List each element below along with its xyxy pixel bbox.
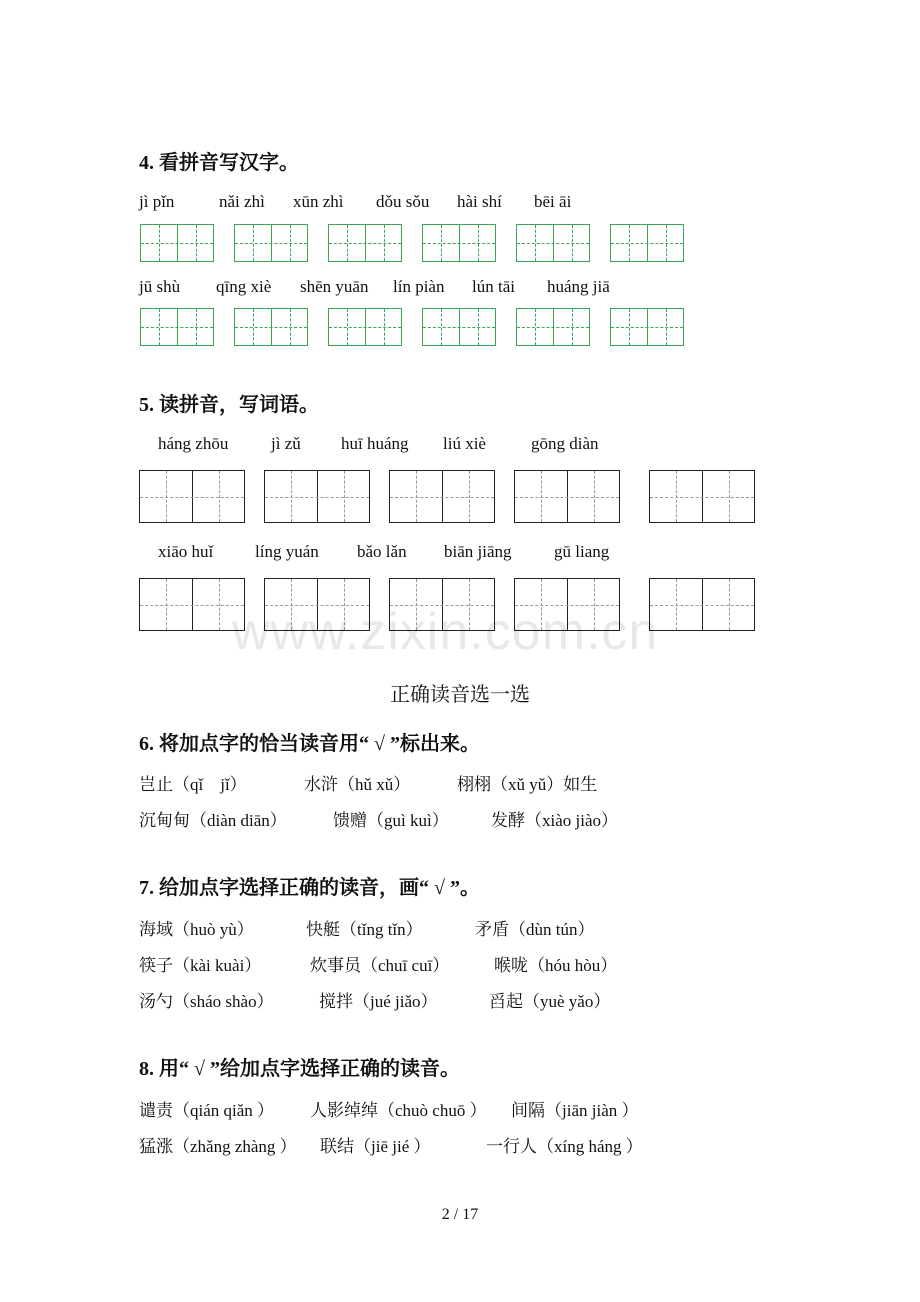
q7-item: 海域（huò yù） (139, 920, 254, 939)
q8-item: 猛涨（zhǎng zhàng ） (139, 1137, 297, 1156)
q7-item: 筷子（kài kuài） (139, 956, 262, 975)
q7-item: 舀起（yuè yǎo） (489, 992, 611, 1011)
q5-title: 5. 读拼音，写词语。 (139, 394, 319, 416)
q5-pinyin-2-3: bǎo lǎn (357, 542, 407, 561)
q8-item: 一行人（xíng háng ） (486, 1137, 643, 1156)
page-number: 2 / 17 (441, 1206, 479, 1223)
q4-pinyin-2-2: qīng xiè (216, 277, 272, 296)
q8-item: 人影绰绰（chuò chuō ） (310, 1101, 487, 1120)
q4-pinyin-1-4: dǒu sǒu (376, 192, 430, 211)
q8-item: 间隔（jiān jiàn ） (511, 1101, 639, 1120)
q5-pinyin-1-1: háng zhōu (158, 434, 229, 453)
q5-pinyin-2-2: líng yuán (255, 542, 319, 561)
q5-pinyin-2-4: biān jiāng (444, 542, 512, 561)
q4-writing-box[interactable] (140, 224, 214, 262)
q4-pinyin-2-6: huáng jiā (547, 277, 610, 296)
q7-item: 炊事员（chuī cuī） (310, 956, 450, 975)
watermark: www.zixin.com.cn (232, 603, 659, 661)
q5-pinyin-1-3: huī huáng (341, 434, 409, 453)
q4-pinyin-2-1: jū shù (139, 277, 181, 296)
q7-title: 7. 给加点字选择正确的读音，画“ √ ”。 (139, 877, 480, 899)
q4-writing-box[interactable] (234, 224, 308, 262)
q4-pinyin-1-5: hài shí (457, 192, 502, 211)
q8-title: 8. 用“ √ ”给加点字选择正确的读音。 (139, 1058, 460, 1080)
q5-writing-box[interactable] (264, 470, 370, 523)
q4-writing-box[interactable] (328, 308, 402, 346)
q4-writing-box[interactable] (422, 308, 496, 346)
q5-pinyin-1-2: jì zǔ (271, 434, 301, 453)
q5-writing-box[interactable] (649, 470, 755, 523)
q5-writing-box[interactable] (389, 470, 495, 523)
q6-item: 栩栩（xǔ yǔ）如生 (457, 775, 598, 794)
q4-pinyin-1-3: xūn zhì (293, 192, 344, 211)
q7-item: 喉咙（hóu hòu） (494, 956, 618, 975)
q5-writing-box[interactable] (514, 470, 620, 523)
q4-writing-box[interactable] (422, 224, 496, 262)
q6-item: 馈赠（guì kuì） (333, 811, 449, 830)
q4-pinyin-2-3: shēn yuān (300, 277, 369, 296)
q4-writing-box[interactable] (610, 224, 684, 262)
q4-pinyin-1-1: jì pǐn (139, 192, 175, 211)
q6-item: 岂止（qǐ jǐ） (139, 775, 247, 794)
q8-item: 谴责（qián qiǎn ） (139, 1101, 275, 1120)
q5-writing-box[interactable] (649, 578, 755, 631)
q4-writing-box[interactable] (140, 308, 214, 346)
q5-writing-box[interactable] (139, 470, 245, 523)
q5-pinyin-1-4: liú xiè (443, 434, 486, 453)
q7-item: 快艇（tǐng tǐn） (306, 920, 423, 939)
q6-item: 沉甸甸（diàn diān） (139, 811, 287, 830)
q4-writing-box[interactable] (610, 308, 684, 346)
q5-writing-box[interactable] (139, 578, 245, 631)
q4-writing-box[interactable] (328, 224, 402, 262)
q5-pinyin-1-5: gōng diàn (531, 434, 599, 453)
q4-writing-box[interactable] (516, 224, 590, 262)
q7-item: 矛盾（dùn tún） (475, 920, 595, 939)
q8-item: 联结（jiē jié ） (320, 1137, 431, 1156)
q6-item: 水浒（hǔ xǔ） (304, 775, 411, 794)
q6-title: 6. 将加点字的恰当读音用“ √ ”标出来。 (139, 733, 480, 755)
q5-pinyin-2-1: xiāo huǐ (158, 542, 214, 561)
q4-pinyin-2-4: lín piàn (393, 277, 445, 296)
q4-pinyin-1-6: bēi āi (534, 192, 572, 211)
q4-pinyin-1-2: nǎi zhì (219, 192, 265, 211)
q4-title: 4. 看拼音写汉字。 (139, 152, 299, 174)
q4-writing-box[interactable] (234, 308, 308, 346)
q4-writing-box[interactable] (516, 308, 590, 346)
q6-item: 发酵（xiào jiào） (491, 811, 619, 830)
q5-pinyin-2-5: gū liang (554, 542, 610, 561)
q4-pinyin-2-5: lún tāi (472, 277, 515, 296)
q7-item: 汤勺（sháo shào） (139, 992, 274, 1011)
section-title: 正确读音选一选 (390, 684, 530, 706)
q7-item: 搅拌（jué jiǎo） (319, 992, 438, 1011)
